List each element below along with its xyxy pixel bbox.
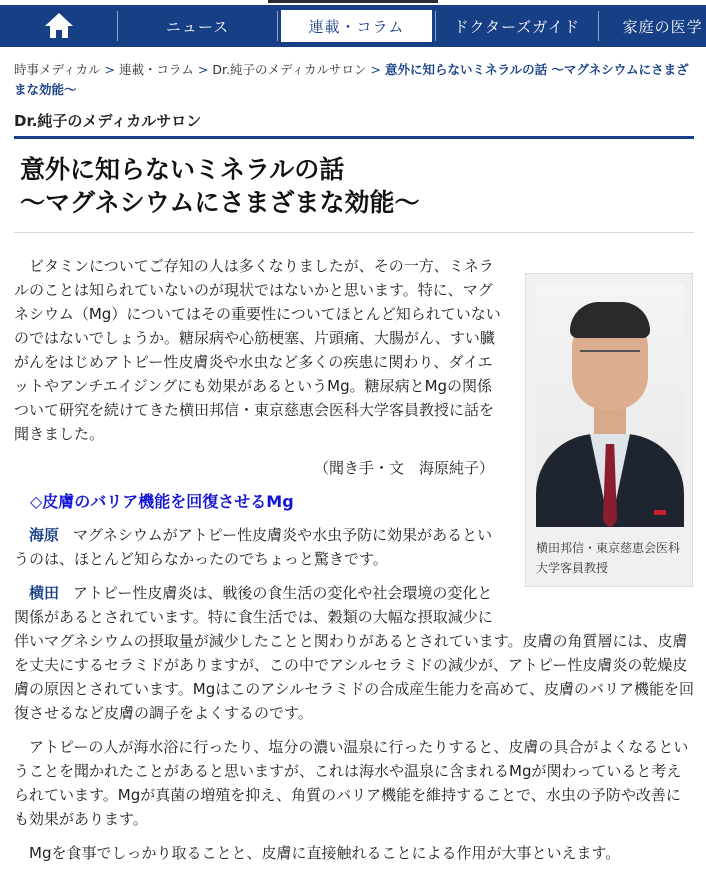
breadcrumb-separator: > xyxy=(197,62,209,77)
breadcrumb-link-column[interactable]: 連載・コラム xyxy=(119,62,194,77)
answer-paragraph-3: Mgを食事でしっかり取ることと、皮膚に直接触れることによる作用が大事といえます。 xyxy=(29,844,621,862)
answer-paragraph xyxy=(14,581,694,725)
photo-caption: 横田邦信・東京慈恵会医科大学客員教授 xyxy=(536,541,681,575)
breadcrumb-separator: > xyxy=(370,62,381,77)
breadcrumb-link-top[interactable]: 時事メディカル xyxy=(14,62,101,77)
speaker-name: 海原 xyxy=(29,526,60,544)
answer-paragraph-2: アトピーの人が海水浴に行ったり、塩分の濃い温泉に行ったりすると、皮膚の具合がよくなるということを聞かれたことがあると思いますが、これは海水や温泉に含まれるMgが関わっていると考えられています。Mgが真菌の増殖を抑え、角質のバリア機能を維持することで、水虫の予防や改善にも効果があります。 xyxy=(14,738,689,828)
article-title-line2: 〜マグネシウムにさまざまな効能〜 xyxy=(20,188,420,217)
article-title xyxy=(20,153,690,219)
question-paragraph xyxy=(14,523,500,571)
question-text: マグネシウムがアトピー性皮膚炎や水虫予防に効果があるというのは、ほとんど知らなかったのでちょっと驚きです。 xyxy=(14,526,493,568)
subheading: ◇皮膚のバリア機能を回復させるMg xyxy=(30,492,294,511)
nav-doctors-guide[interactable]: ドクターズガイド xyxy=(453,17,580,36)
nav-family-medicine[interactable]: 家庭の医学 xyxy=(622,17,703,36)
nav-column[interactable]: 連載・コラム xyxy=(281,10,432,42)
answer-text: アトピー性皮膚炎は、戦後の食生活の変化や社会環境の変化と関係があるとされています。特に食生活では、穀類の大幅な摂取減少に伴いマグネシウムの摂取量が減少したことと関わりがあるとされています。皮膚の角質層には、皮膚を丈夫にするセラミドがありますが、この中でアシルセラミドの減少が、アトピー性皮膚炎の乾燥皮膚の原因とされています。Mgはこのアシルセラミドの合成産生能力を高めて、皮膚のバリア機能を回復させるなど皮膚の調子をよくするのです。 xyxy=(14,584,694,722)
nav-separator xyxy=(277,11,278,41)
breadcrumb xyxy=(14,60,692,100)
speaker-name: 横田 xyxy=(29,584,60,602)
breadcrumb-separator: > xyxy=(104,62,115,77)
intro-paragraph: ビタミンについてご存知の人は多くなりましたが、その一方、ミネラルのことは知られていないのが現状ではないかと思います。特に、マグネシウム（Mg）についてはその重要性についてほとんど知られていないのではないでしょうか。糖尿病や心筋梗塞、片頭痛、大腸がん、すい臓がんをはじめアトピー性皮膚炎や水虫など多くの疾患に関わり、ダイエットやアンチエイジングにも効果があるというMg。糖尿病とMgの関係ついて研究を続けてきた横田邦信・東京慈恵会医科大学客員教授に話を聞きました。 xyxy=(14,257,501,443)
global-nav xyxy=(0,5,706,47)
article-title-line1: 意外に知らないミネラルの話 xyxy=(20,155,345,184)
breadcrumb-current: 意外に知らないミネラルの話 〜マグネシウムにさまざまな効能〜 xyxy=(14,62,689,97)
portrait-photo xyxy=(536,284,684,527)
home-icon xyxy=(45,13,73,39)
title-divider xyxy=(14,232,694,233)
photo-box xyxy=(525,273,693,587)
section-title: Dr.純子のメディカルサロン xyxy=(14,110,694,139)
nav-home[interactable] xyxy=(0,5,117,47)
top-strip-accent xyxy=(268,0,438,3)
nav-news[interactable]: ニュース xyxy=(165,17,230,36)
interviewer-credit: （聞き手・文 海原純子） xyxy=(313,459,494,477)
breadcrumb-link-salon[interactable]: Dr.純子のメディカルサロン xyxy=(212,62,367,77)
